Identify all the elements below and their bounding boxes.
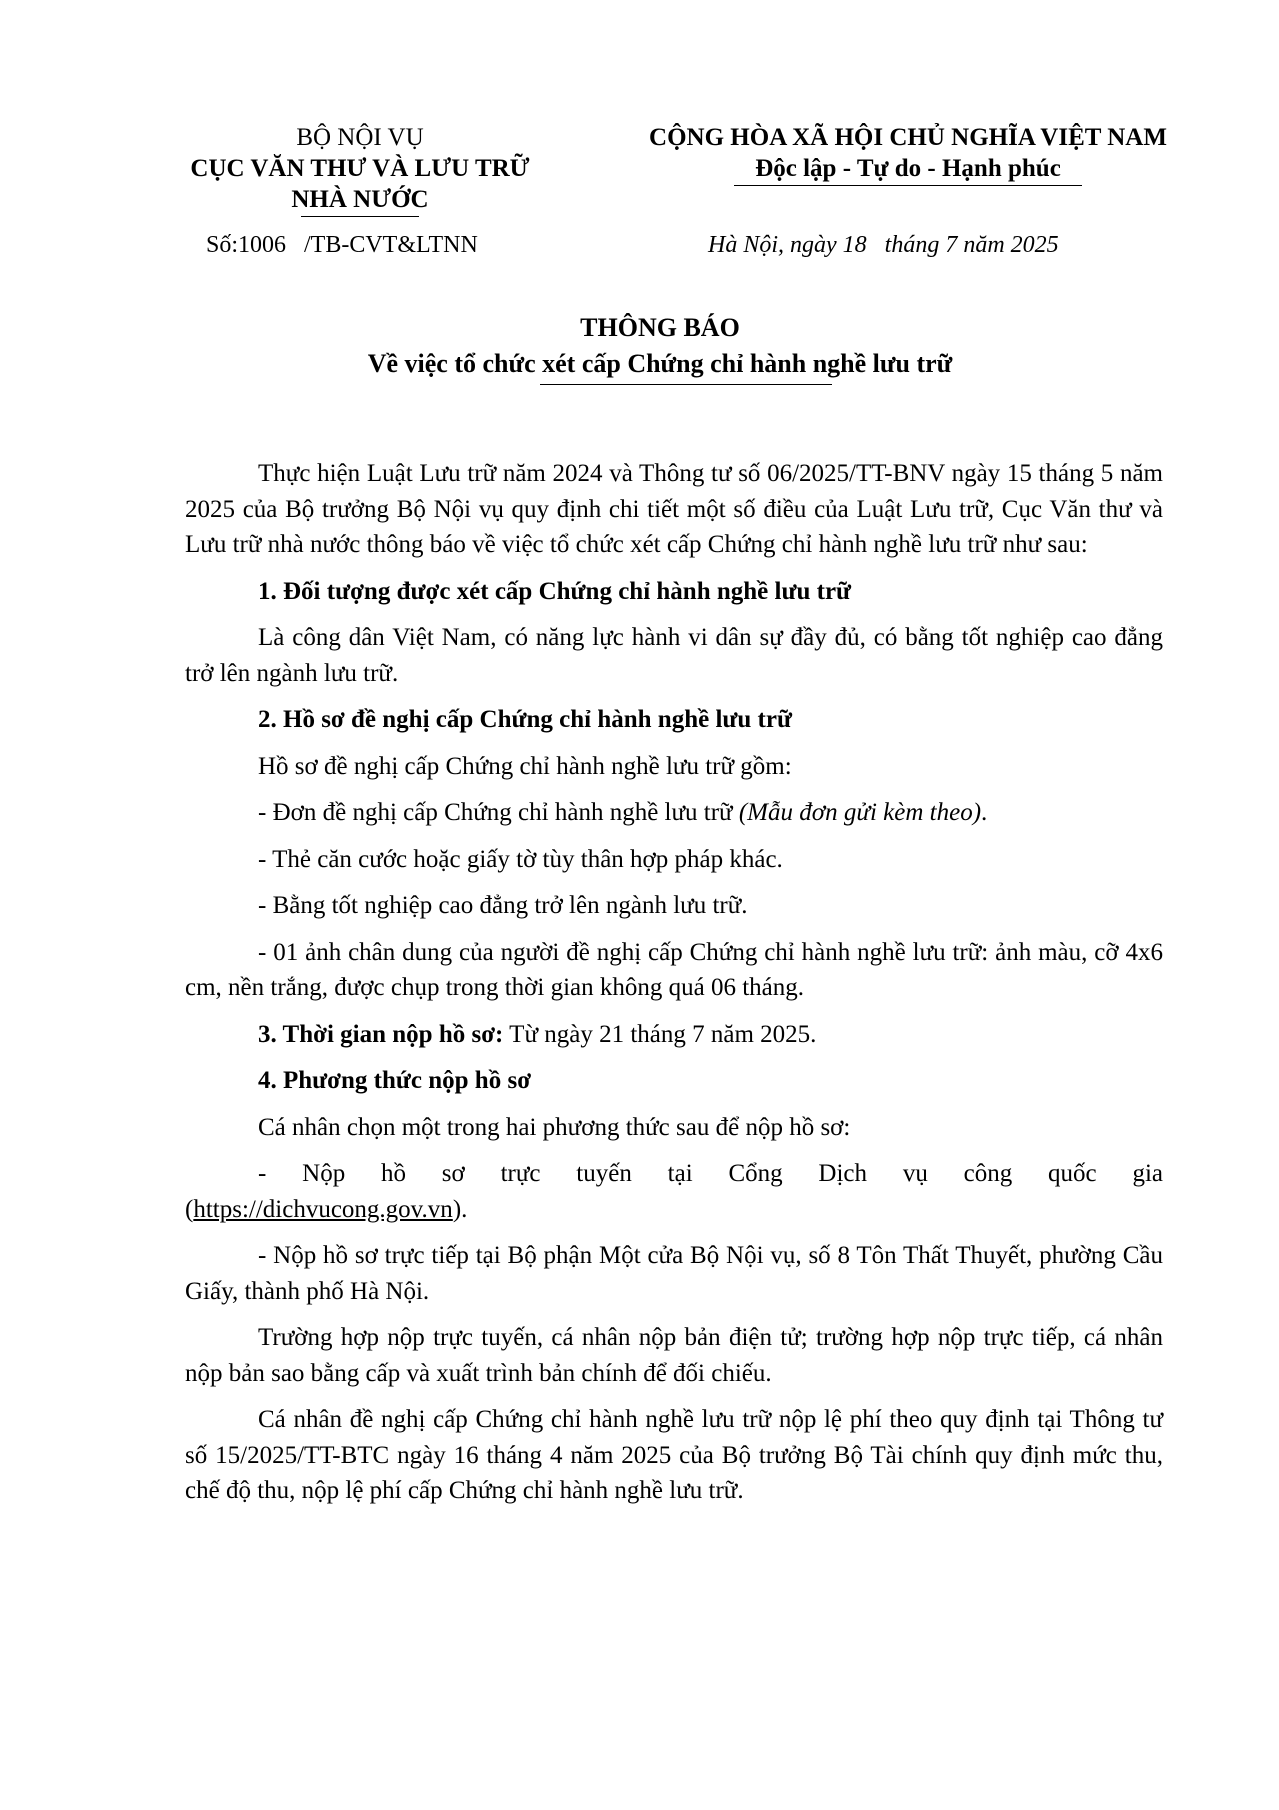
item-text: - Đơn đề nghị cấp Chứng chỉ hành nghề lưu trữ: [258, 799, 739, 826]
fee-paragraph: Cá nhân đề nghị cấp Chứng chỉ hành nghề lưu trữ nộp lệ phí theo quy định tại Thông tư số 15/2025/TT-BTC ngày 16 tháng 4 năm 2025 của Bộ trưởng Bộ Tài chính quy định mức thu, chế độ thu, nộp lệ phí cấp Chứng chỉ hành nghề lưu trữ.: [185, 1406, 1163, 1504]
section-4-in-person-method: - Nộp hồ sơ trực tiếp tại Bộ phận Một cửa Bộ Nội vụ, số 8 Tôn Thất Thuyết, phường Cầu Giấy, thành phố Hà Nội.: [185, 1242, 1163, 1305]
country-name: CỘNG HÒA XÃ HỘI CHỦ NGHĨA VIỆT NAM: [649, 124, 1167, 151]
place-and-date: Hà Nội, ngày 18 tháng 7 năm 2025: [708, 232, 1059, 258]
department-name-line2: NHÀ NƯỚC: [291, 186, 429, 213]
section-1-heading: 1. Đối tượng được xét cấp Chứng chỉ hành nghề lưu trữ: [258, 577, 852, 605]
section-3-label: 3. Thời gian nộp hồ sơ:: [258, 1020, 504, 1048]
document-number: Số:1006 /TB-CVT&LTNN: [206, 232, 478, 258]
section-4-note: Trường hợp nộp trực tuyến, cá nhân nộp bản điện tử; trường hợp nộp trực tiếp, cá nhân nộp bản sao bằng cấp và xuất trình bản chính để đối chiếu.: [185, 1324, 1163, 1387]
section-4-intro: Cá nhân chọn một trong hai phương thức sau để nộp hồ sơ:: [258, 1113, 851, 1141]
section-3-text: Từ ngày 21 tháng 7 năm 2025.: [503, 1020, 817, 1048]
public-service-portal-link[interactable]: https://dichvucong.gov.vn: [193, 1195, 453, 1223]
section-3-paragraph: [185, 1017, 1163, 1053]
issuing-agency-block: [170, 122, 550, 217]
online-method-line: - Nộp hồ sơ trực tuyến tại Cổng Dịch vụ công quốc gia: [258, 1160, 1163, 1187]
section-2-item-application-form: [185, 795, 1163, 831]
title-underline: [540, 384, 832, 385]
document-title-block: [160, 310, 1160, 385]
ministry-name: BỘ NỘI VỤ: [296, 124, 424, 151]
section-2-item-photo: - 01 ảnh chân dung của người đề nghị cấp Chứng chỉ hành nghề lưu trữ: ảnh màu, cỡ 4x6 cm, nền trắng, được chụp trong thời gian không quá 06 tháng.: [185, 938, 1163, 1001]
document-body: [185, 456, 1163, 1520]
intro-paragraph: Thực hiện Luật Lưu trữ năm 2024 và Thông tư số 06/2025/TT-BNV ngày 15 tháng 5 năm 2025 của Bộ trưởng Bộ Nội vụ quy định chi tiết một số điều của Luật Lưu trữ, Cục Văn thư và Lưu trữ nhà nước thông báo về việc tổ chức xét cấp Chứng chỉ hành nghề lưu trữ như sau:: [185, 460, 1163, 558]
motto-underline: [734, 185, 1082, 186]
national-heading-block: [628, 122, 1188, 186]
agency-underline: [301, 216, 419, 217]
section-2-intro: Hồ sơ đề nghị cấp Chứng chỉ hành nghề lưu trữ gồm:: [258, 752, 792, 780]
section-2-item-id-card: - Thẻ căn cước hoặc giấy tờ tùy thân hợp pháp khác.: [258, 845, 783, 873]
section-4-heading: 4. Phương thức nộp hồ sơ: [258, 1067, 532, 1094]
section-4-online-method: [185, 1156, 1163, 1227]
section-2-heading: 2. Hồ sơ đề nghị cấp Chứng chỉ hành nghề lưu trữ: [258, 706, 792, 733]
document-type-title: THÔNG BÁO: [580, 313, 740, 342]
department-name-line1: CỤC VĂN THƯ VÀ LƯU TRỮ: [190, 155, 530, 182]
item-note: (Mẫu đơn gửi kèm theo): [738, 799, 982, 826]
online-method-url-line: [185, 1192, 1163, 1228]
url-close-paren: ).: [452, 1195, 468, 1223]
national-motto: Độc lập - Tự do - Hạnh phúc: [755, 155, 1061, 182]
section-1-text: Là công dân Việt Nam, có năng lực hành vi dân sự đầy đủ, có bằng tốt nghiệp cao đẳng trở lên ngành lưu trữ.: [185, 624, 1163, 687]
section-2-item-diploma: - Bằng tốt nghiệp cao đẳng trở lên ngành lưu trữ.: [258, 892, 748, 919]
url-open-paren: (: [185, 1195, 194, 1223]
document-subject: Về việc tổ chức xét cấp Chứng chỉ hành nghề lưu trữ: [367, 349, 953, 378]
item-end: .: [981, 799, 988, 826]
